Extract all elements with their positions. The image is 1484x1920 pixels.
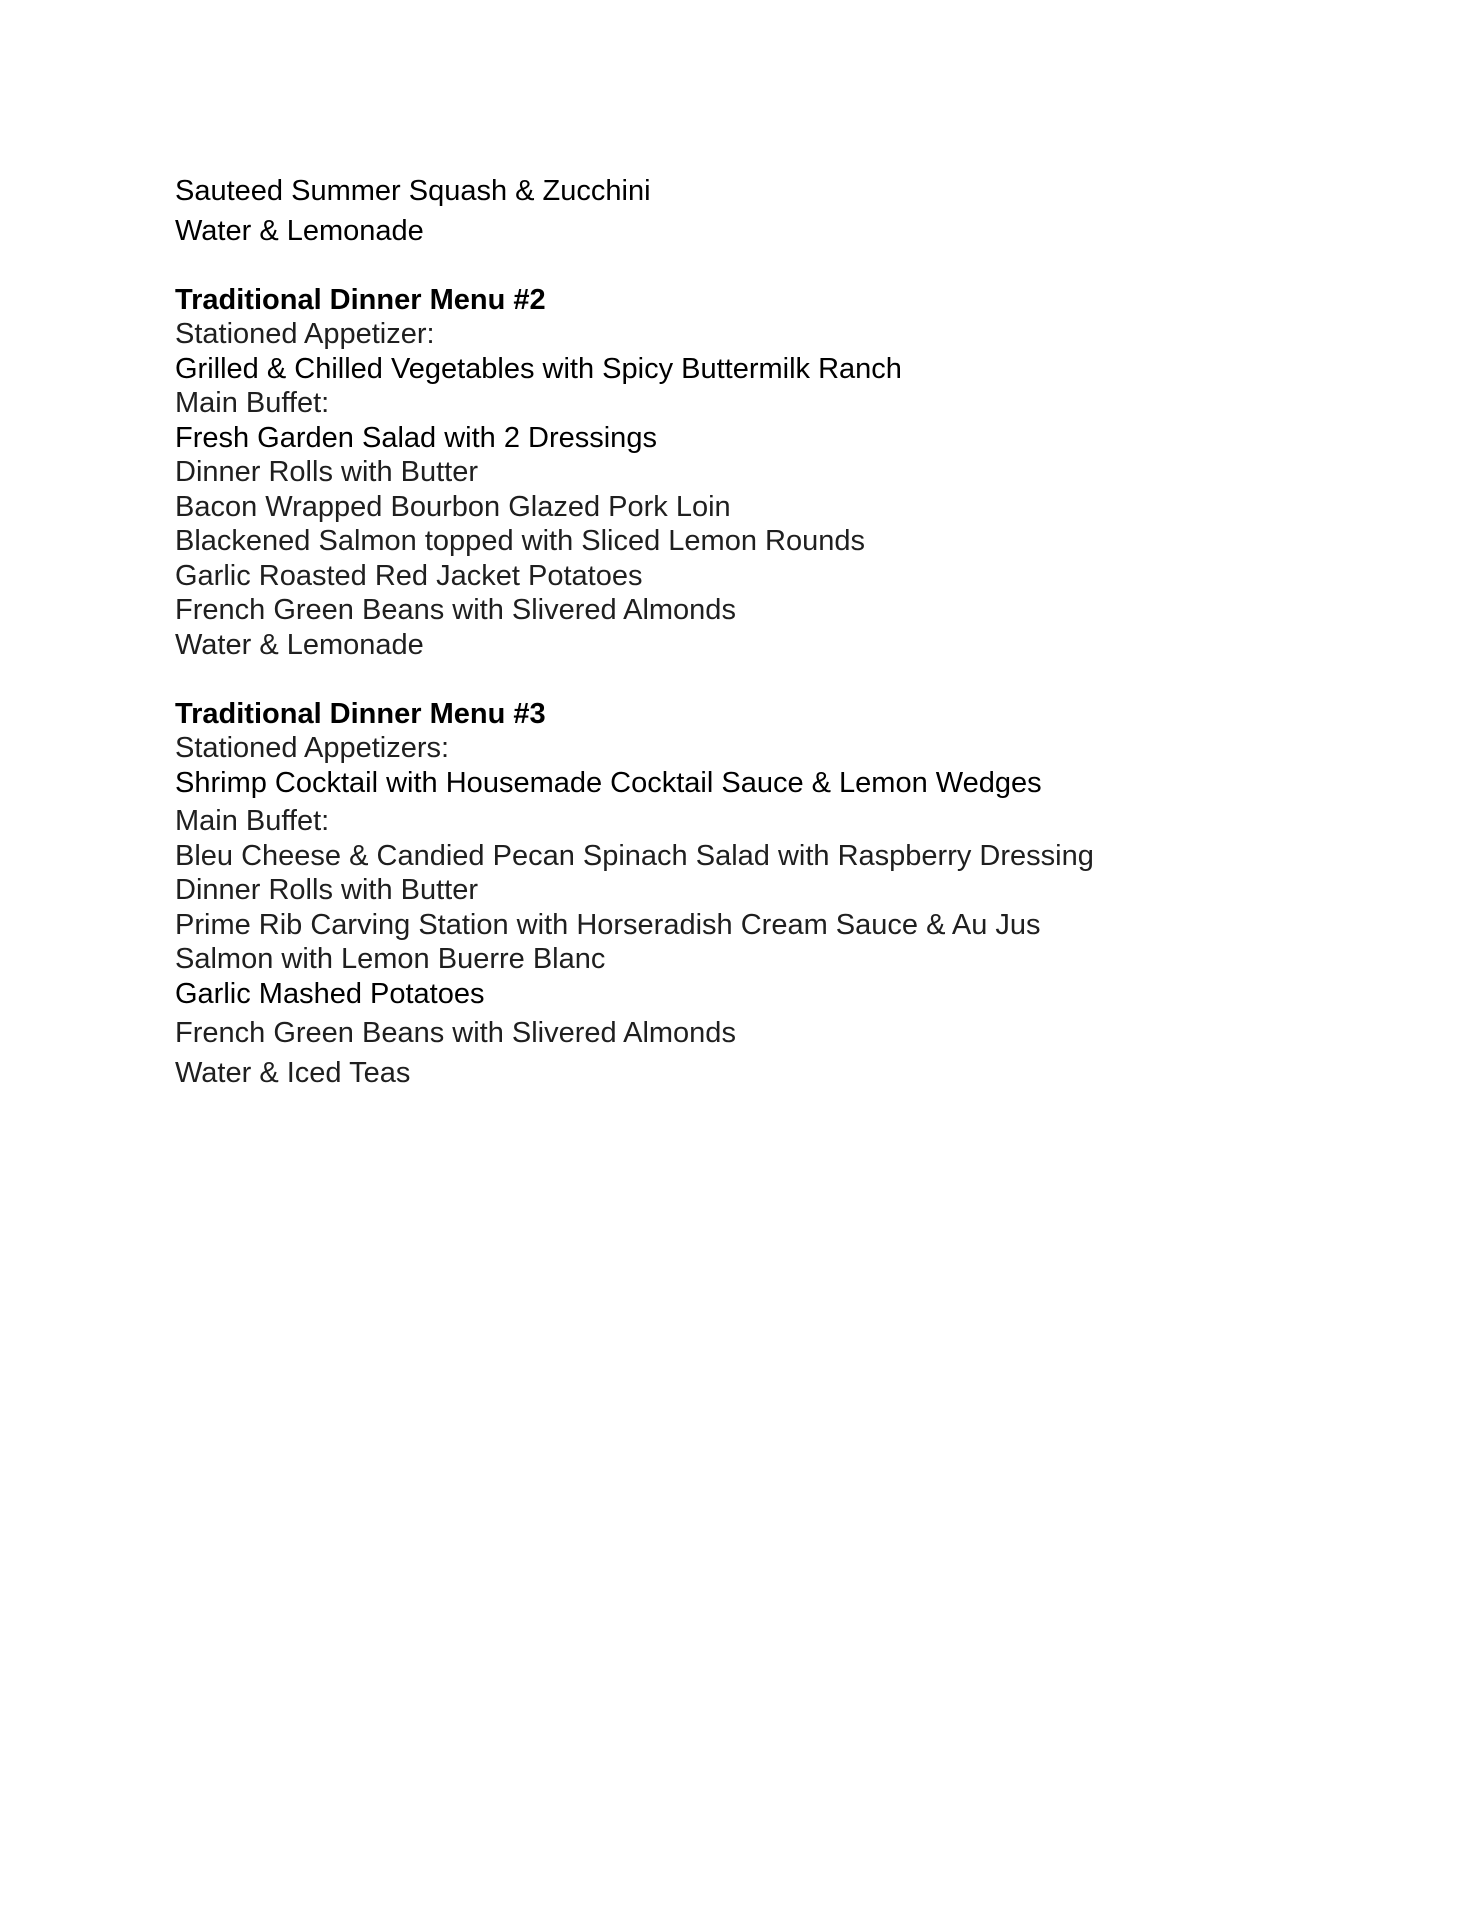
menu-section-label: Stationed Appetizers: [175, 732, 450, 764]
menu-heading: Traditional Dinner Menu #2 [175, 284, 546, 316]
menu-item: Shrimp Cocktail with Housemade Cocktail Sauce & Lemon Wedges [175, 767, 1042, 799]
menu-section-label: Main Buffet: [175, 805, 330, 837]
menu-item: Fresh Garden Salad with 2 Dressings [175, 422, 657, 454]
menu-item: Water & Lemonade [175, 629, 424, 661]
menu-item: French Green Beans with Slivered Almonds [175, 1017, 736, 1049]
menu-item: Dinner Rolls with Butter [175, 874, 478, 906]
menu-section-label: Stationed Appetizer: [175, 318, 435, 350]
menu-item: Bacon Wrapped Bourbon Glazed Pork Loin [175, 491, 731, 523]
menu-item: Sauteed Summer Squash & Zucchini [175, 175, 651, 207]
menu-item: French Green Beans with Slivered Almonds [175, 594, 736, 626]
menu-item: Bleu Cheese & Candied Pecan Spinach Salad with Raspberry Dressing [175, 840, 1094, 872]
menu-section-label: Main Buffet: [175, 387, 330, 419]
menu-item: Dinner Rolls with Butter [175, 456, 478, 488]
menu-item: Garlic Mashed Potatoes [175, 978, 485, 1010]
menu-item: Blackened Salmon topped with Sliced Lemon Rounds [175, 525, 865, 557]
menu-item: Water & Lemonade [175, 215, 424, 247]
menu-item: Grilled & Chilled Vegetables with Spicy Buttermilk Ranch [175, 353, 902, 385]
menu-heading: Traditional Dinner Menu #3 [175, 698, 546, 730]
menu-item: Water & Iced Teas [175, 1057, 411, 1089]
menu-item: Garlic Roasted Red Jacket Potatoes [175, 560, 643, 592]
menu-item: Prime Rib Carving Station with Horseradish Cream Sauce & Au Jus [175, 909, 1041, 941]
menu-item: Salmon with Lemon Buerre Blanc [175, 943, 606, 975]
